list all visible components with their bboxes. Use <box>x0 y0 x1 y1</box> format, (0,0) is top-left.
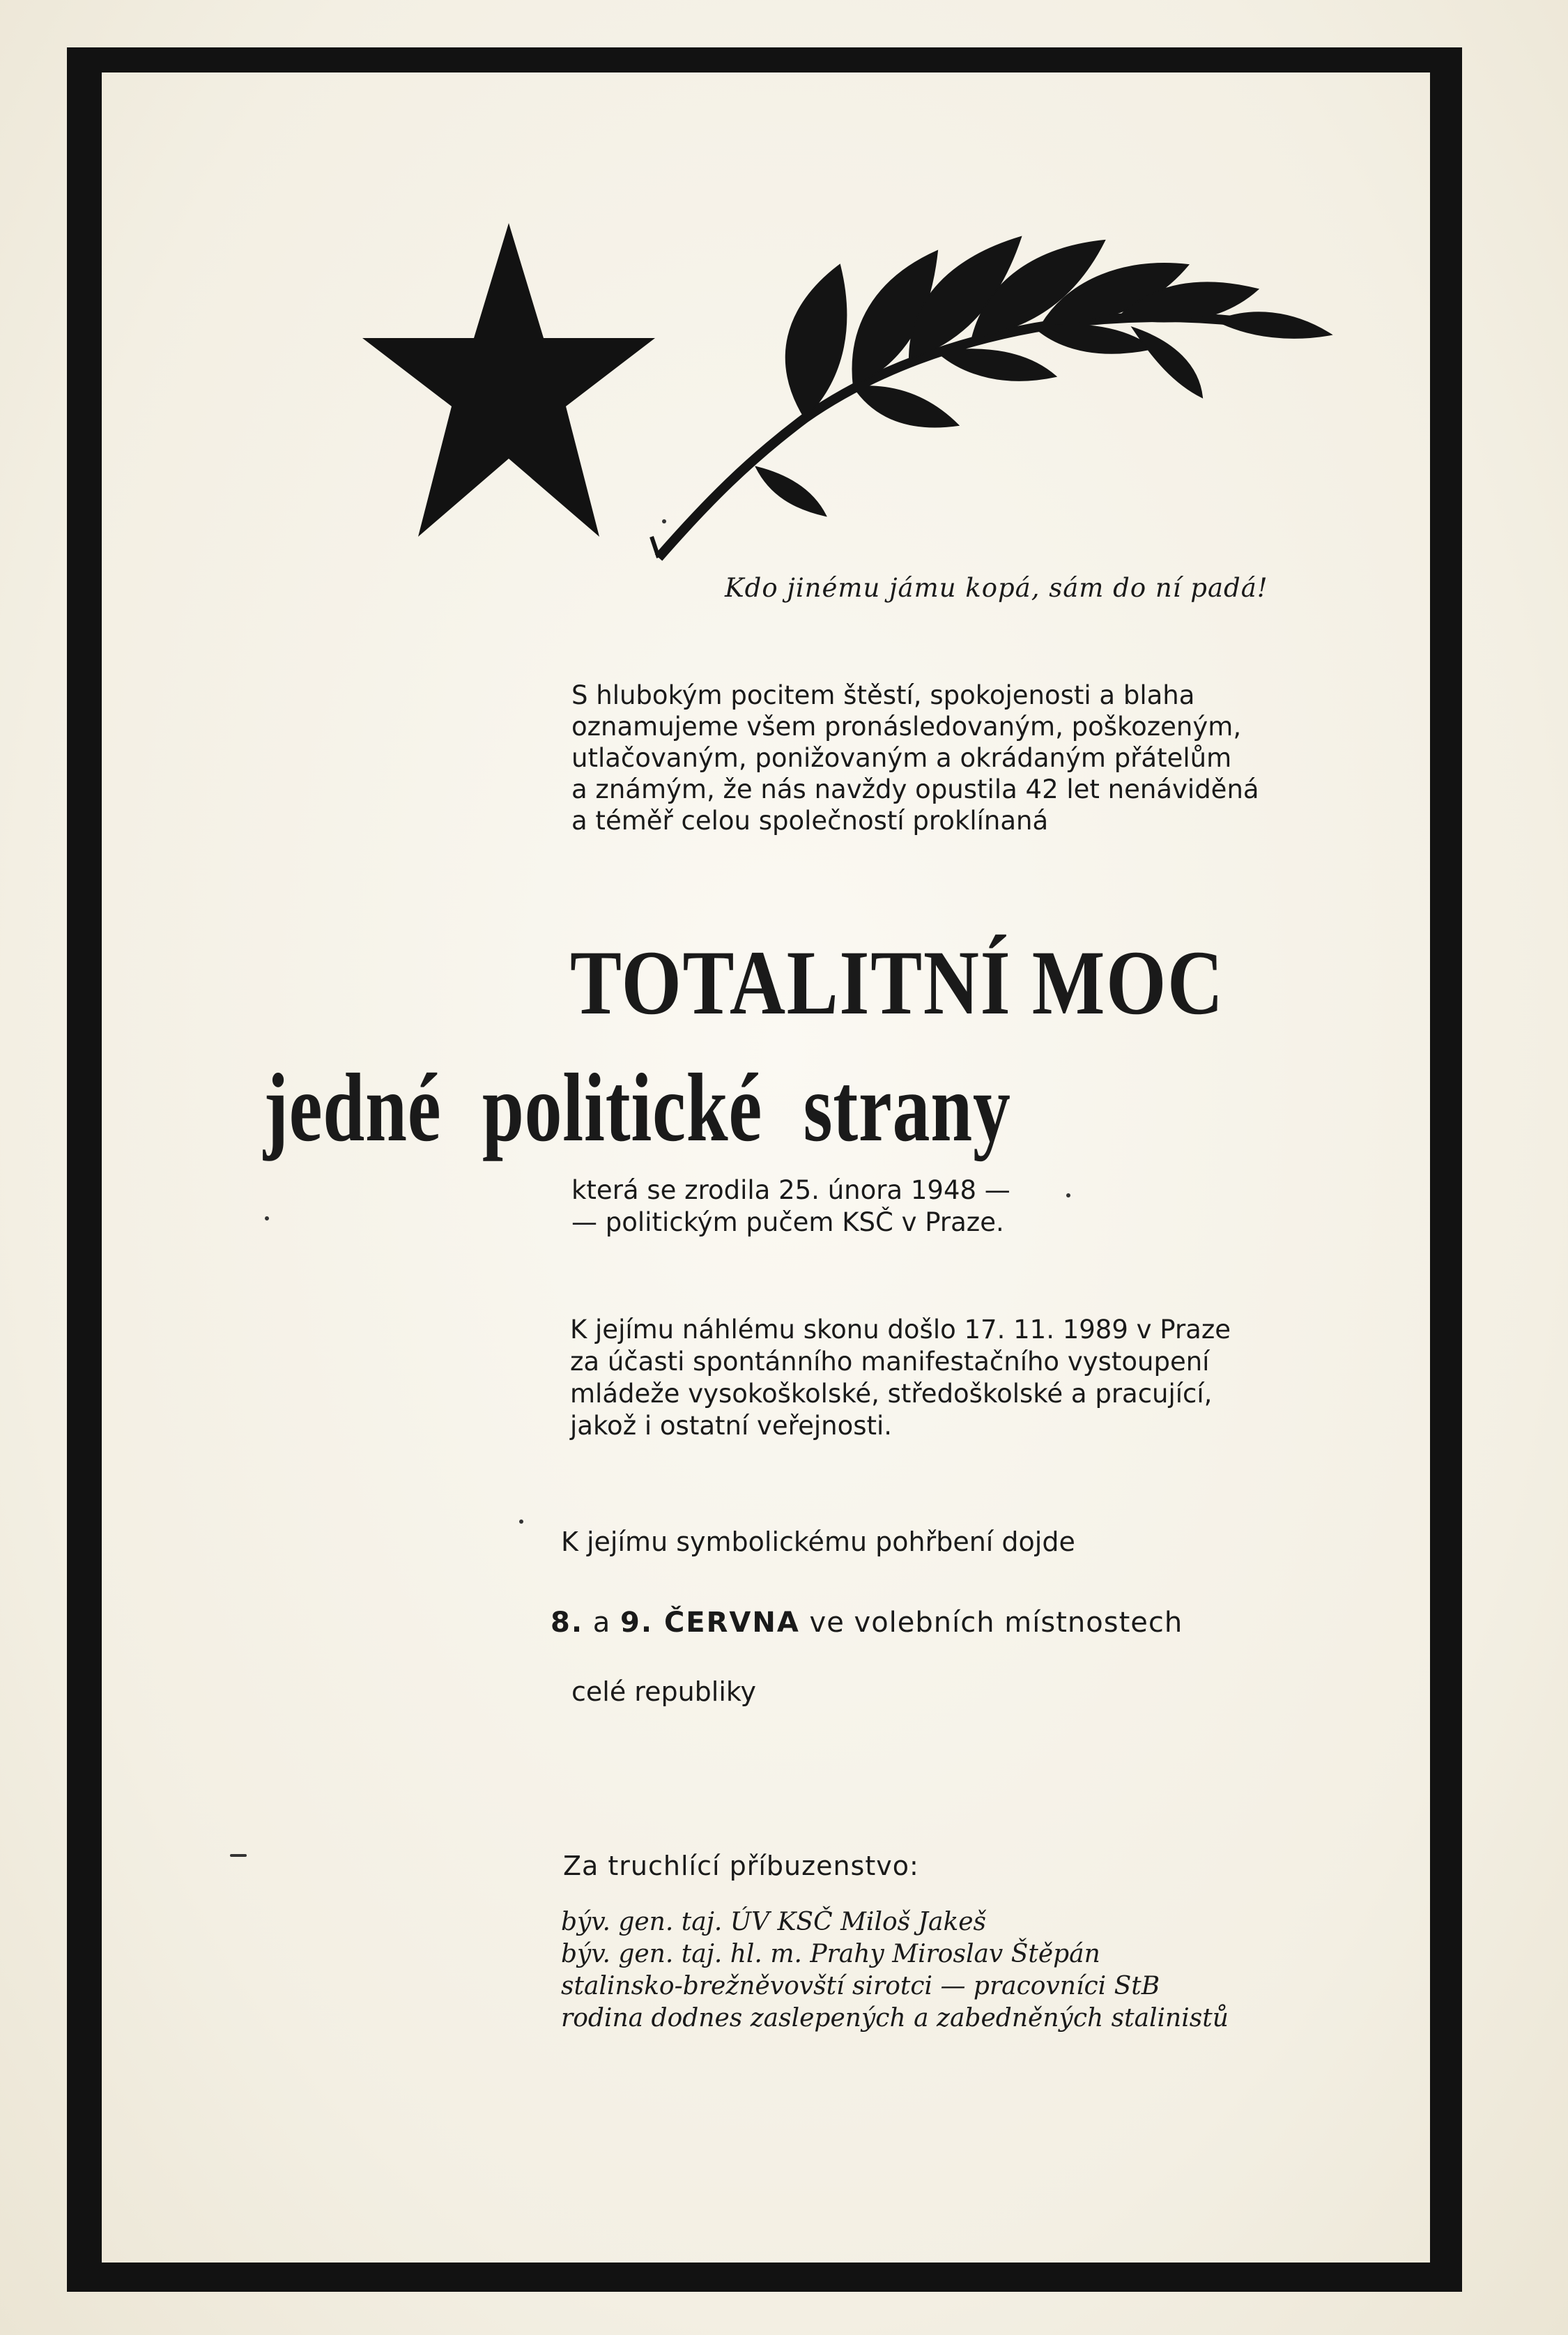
ink-speck <box>265 1216 269 1220</box>
burial-date-location: ve volebních místnostech <box>799 1607 1183 1639</box>
mourner-line: stalinsko-brežněvovští sirotci — pracovníci StB <box>561 1972 1160 2000</box>
burial-date-day-1: 8. <box>551 1607 584 1639</box>
death-text <box>570 1314 1231 1442</box>
death-line: K jejímu náhlému skonu došlo 17. 11. 1989 v Praze <box>570 1315 1231 1345</box>
mourner-line: býv. gen. taj. hl. m. Prahy Miroslav Štěpán <box>561 1940 1100 1968</box>
death-line: jakož i ostatní veřejnosti. <box>570 1411 893 1441</box>
burial-intro: K jejímu symbolickému pohřbení dojde <box>561 1526 1075 1557</box>
title-line-2: jedné politické strany <box>263 1054 1011 1162</box>
announcement-line: S hlubokým pocitem štěstí, spokojenosti a blaha <box>571 680 1195 710</box>
announcement-text <box>571 680 1338 836</box>
birth-line: která se zrodila 25. února 1948 — <box>571 1175 1010 1205</box>
birth-text <box>571 1174 1010 1239</box>
olive-branch-icon <box>645 209 1342 572</box>
motto: Kdo jinému jámu kopá, sám do ní padá! <box>725 573 1268 603</box>
mourners-heading: Za truchlící příbuzenstvo: <box>563 1851 919 1881</box>
burial-place: celé republiky <box>571 1676 757 1707</box>
ink-speck <box>1066 1193 1070 1197</box>
mourner-line: rodina dodnes zaslepených a zabedněných stalinistů <box>561 2004 1229 2032</box>
burial-date <box>551 1607 1183 1639</box>
death-line: mládeže vysokoškolské, středoškolské a pracující, <box>570 1379 1213 1409</box>
burial-date-day-2: 9. ČERVNA <box>620 1607 800 1639</box>
ink-speck <box>230 1854 247 1857</box>
ink-speck <box>662 519 666 523</box>
announcement-line: oznamujeme všem pronásledovaným, poškozeným, <box>571 712 1242 742</box>
mourners-list <box>561 1906 1229 2035</box>
burial-date-and: a <box>583 1607 620 1639</box>
birth-line: — politickým pučem KSČ v Praze. <box>571 1207 1004 1237</box>
announcement-line: utlačovaným, ponižovaným a okrádaným přátelům <box>571 743 1232 773</box>
title-line-1: TOTALITNÍ MOC <box>570 931 1224 1034</box>
death-line: za účasti spontánního manifestačního vystoupení <box>570 1347 1210 1377</box>
announcement-line: a téměř celou společností proklínaná <box>571 806 1049 836</box>
ink-speck <box>519 1519 523 1524</box>
star-icon <box>359 220 659 540</box>
mourner-line: býv. gen. taj. ÚV KSČ Miloš Jakeš <box>561 1908 987 1936</box>
announcement-line: a známým, že nás navždy opustila 42 let nenáviděná <box>571 774 1259 804</box>
